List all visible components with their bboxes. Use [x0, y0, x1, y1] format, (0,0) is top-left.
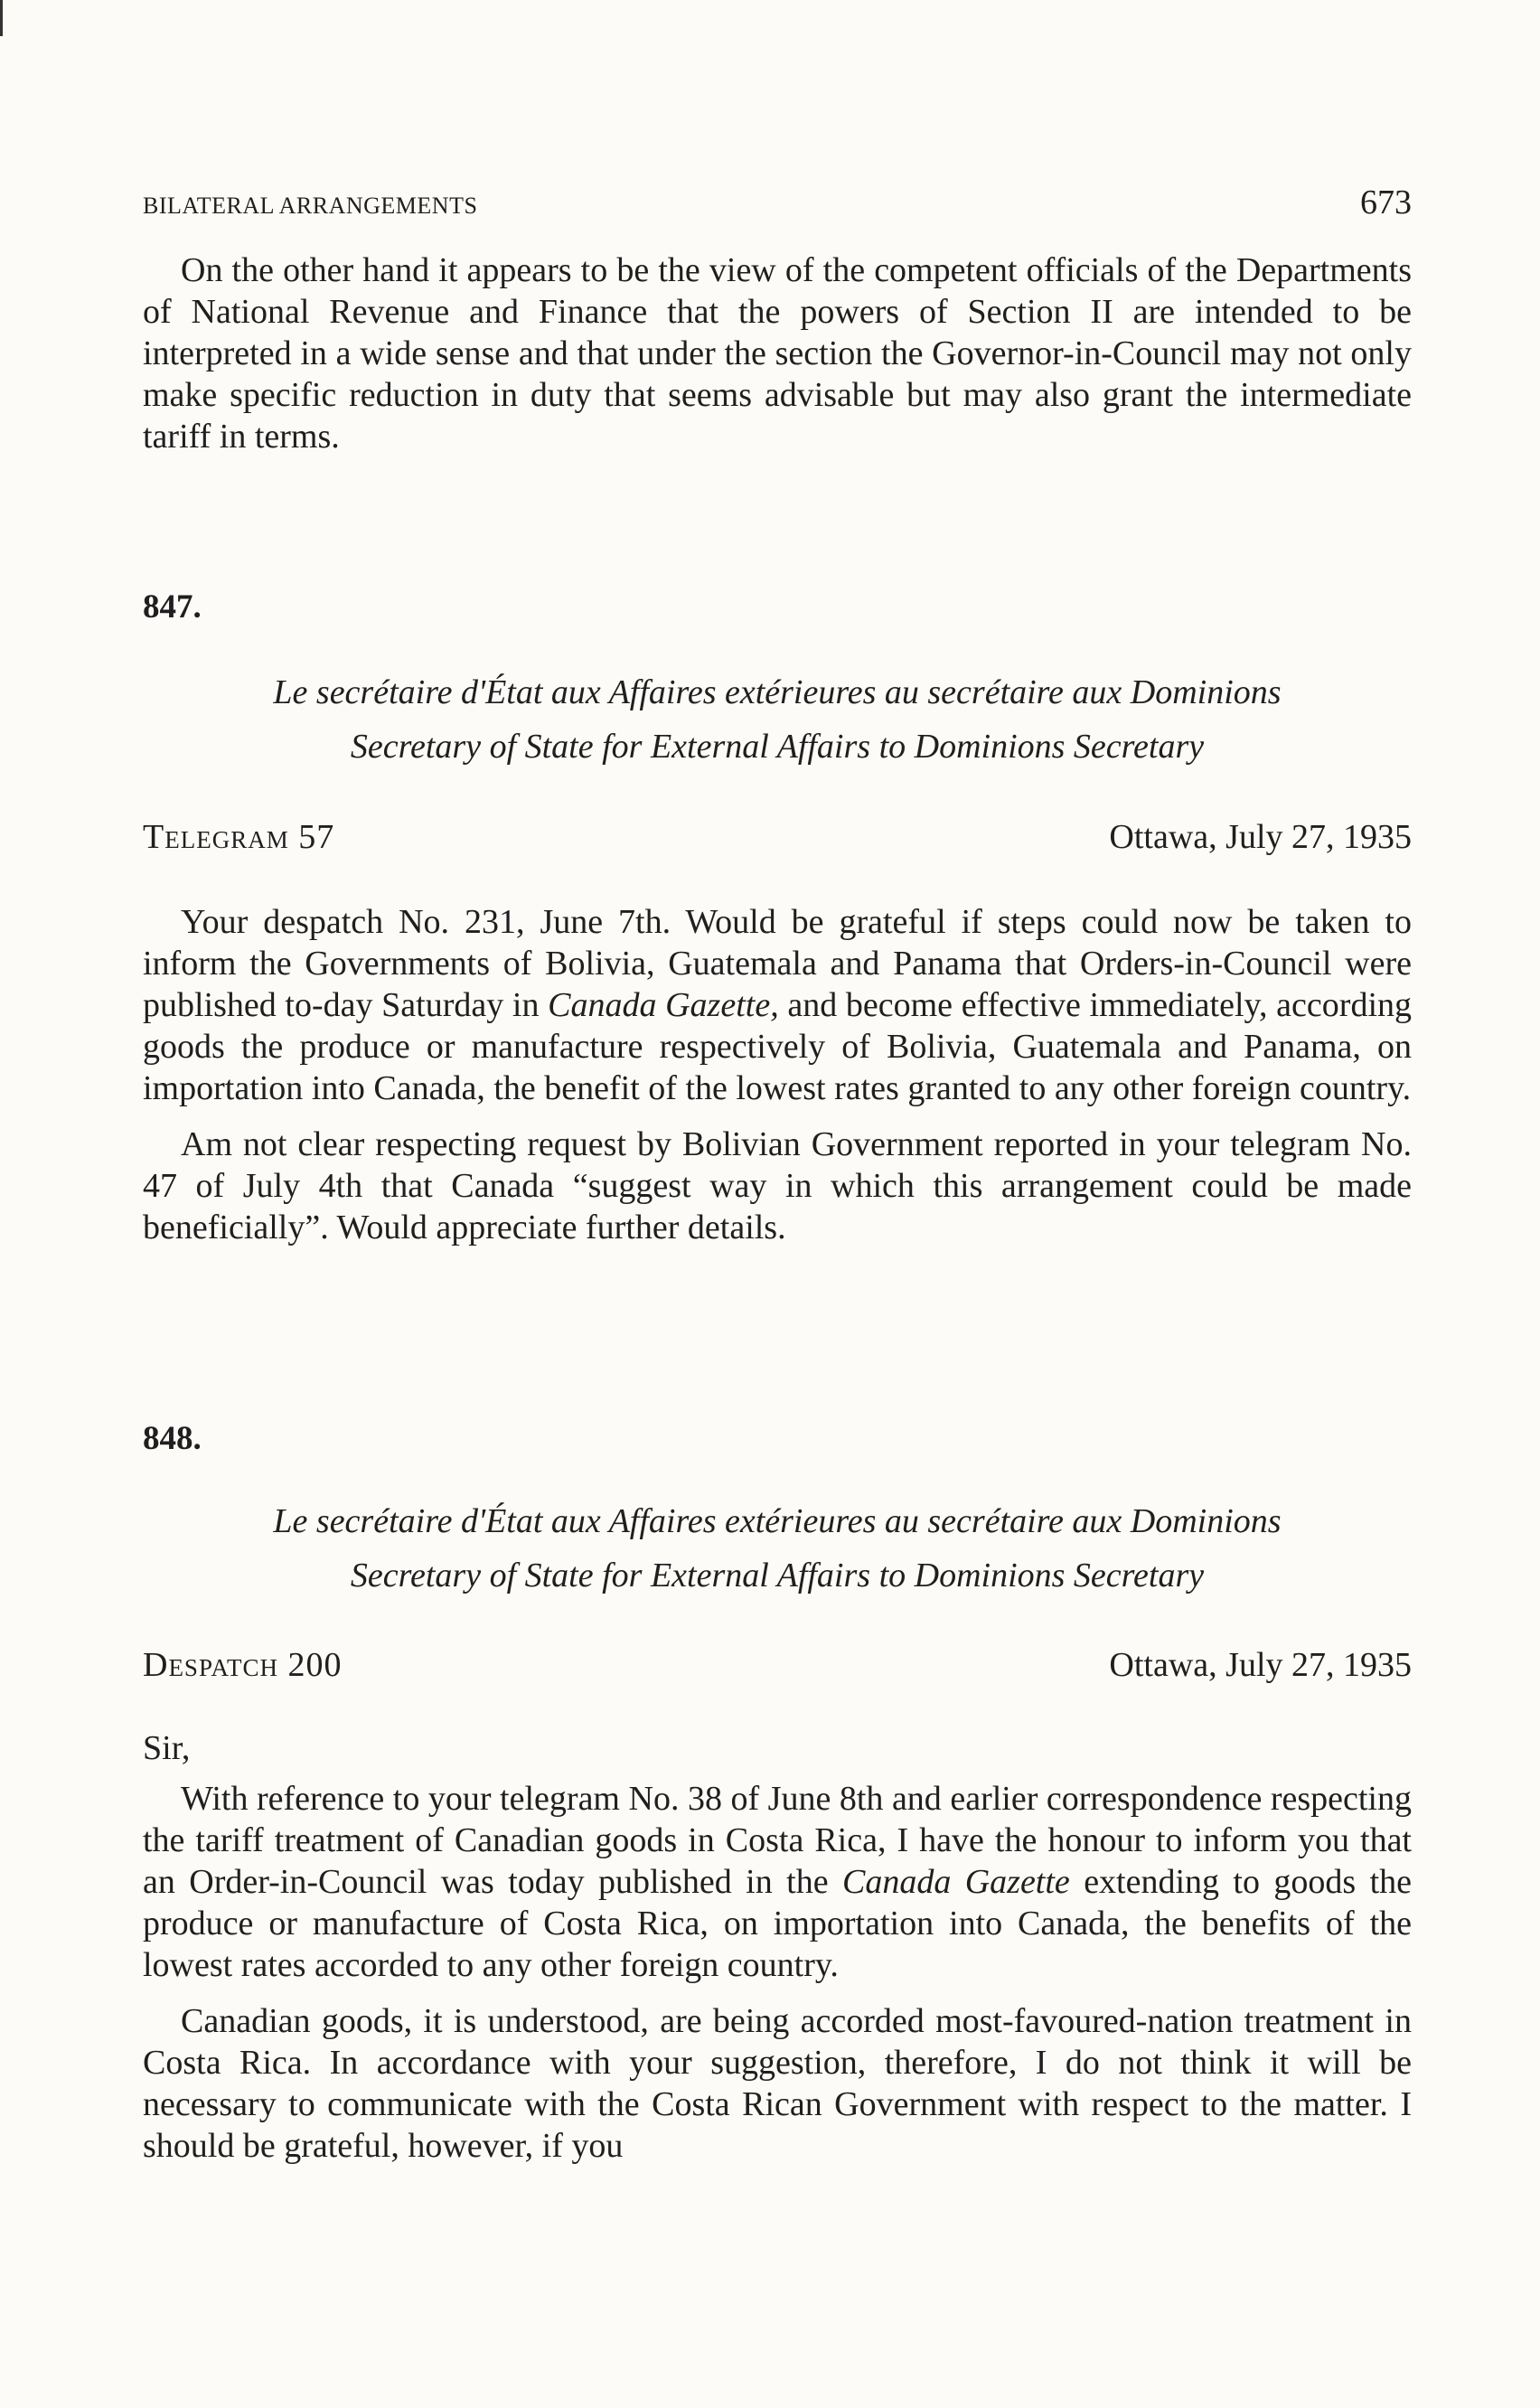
paragraph-text: extending to goods the produce or manufacture of Costa Rica, on importation into Canada, the benefits of the lowest rates accorded to any other foreign country.	[143, 1863, 1412, 1984]
paragraph-text: Your despatch No. 231, June 7th. Would be grateful if steps could now be taken to inform the Governments of Bolivia, Guatemala and Panama that Orders-in-Council were published to-day Saturday in	[143, 903, 1412, 1024]
document-number: 848.	[143, 1420, 202, 1457]
body-paragraph-1	[143, 1778, 1412, 1986]
document-848-dateline	[143, 1645, 1412, 1685]
publication-title: Canada Gazette,	[548, 986, 779, 1024]
headline-french: Le secrétaire d'État aux Affaires extérieures au secrétaire aux Dominions	[273, 673, 1282, 711]
intro-paragraph: On the other hand it appears to be the view of the competent officials of the Departments of National Revenue and Finance that the powers of Section II are intended to be interpreted in a wide sense and that under the section the Governor-in-Council may not only make specific reduction in duty that seems advisable but may also grant the intermediate tariff in terms.	[143, 251, 1412, 456]
body-paragraph-1	[143, 901, 1412, 1109]
document-type: Despatch 200	[143, 1646, 343, 1684]
running-title: BILATERAL ARRANGEMENTS	[143, 193, 478, 219]
document-848-body	[143, 1778, 1412, 2167]
headline-french: Le secrétaire d'État aux Affaires extérieures au secrétaire aux Dominions	[273, 1502, 1282, 1540]
page-number: 673	[1360, 183, 1412, 221]
running-head	[143, 183, 1412, 222]
headline-english: Secretary of State for External Affairs to Dominions Secretary	[350, 728, 1205, 766]
body-paragraph-2: Canadian goods, it is understood, are being accorded most-favoured-nation treatment in Costa Rica. In accordance with your suggestion, therefore, I do not think it will be necessary to communicate with the Costa Rican Government with respect to the matter. I should be grateful, however, if you	[143, 2002, 1412, 2165]
scan-edge-mark	[0, 0, 3, 36]
intro-section	[143, 249, 1412, 457]
paragraph-text: and become effective immediately, according goods the produce or manufacture respectively of Bolivia, Guatemala and Panama, on importation into Canada, the benefit of the lowest rates granted to any other foreign country.	[143, 986, 1412, 1107]
salutation: Sir,	[143, 1729, 191, 1767]
document-847	[143, 588, 1412, 626]
document-number: 847.	[143, 588, 202, 626]
place-date: Ottawa, July 27, 1935	[1109, 1646, 1412, 1684]
document-848-headlines	[143, 1500, 1412, 1596]
body-paragraph-2: Am not clear respecting request by Bolivian Government reported in your telegram No. 47 of July 4th that Canada “suggest way in which this arrangement could be made beneficially”. Would appreciate further details.	[143, 1125, 1412, 1246]
publication-title: Canada Gazette	[841, 1863, 1070, 1901]
document-847-dateline	[143, 817, 1412, 857]
document-type: Telegram 57	[143, 818, 335, 856]
document-847-headlines	[143, 672, 1412, 767]
paragraph-text: With reference to your telegram No. 38 of June 8th and earlier correspondence respecting the tariff treatment of Canadian goods in Costa Rica, I have the honour to inform you that an Order-in-Council was today published in the	[143, 1780, 1412, 1901]
document-848	[143, 1419, 1412, 1458]
document-847-body	[143, 901, 1412, 1248]
headline-english: Secretary of State for External Affairs to Dominions Secretary	[350, 1557, 1205, 1594]
place-date: Ottawa, July 27, 1935	[1109, 818, 1412, 856]
